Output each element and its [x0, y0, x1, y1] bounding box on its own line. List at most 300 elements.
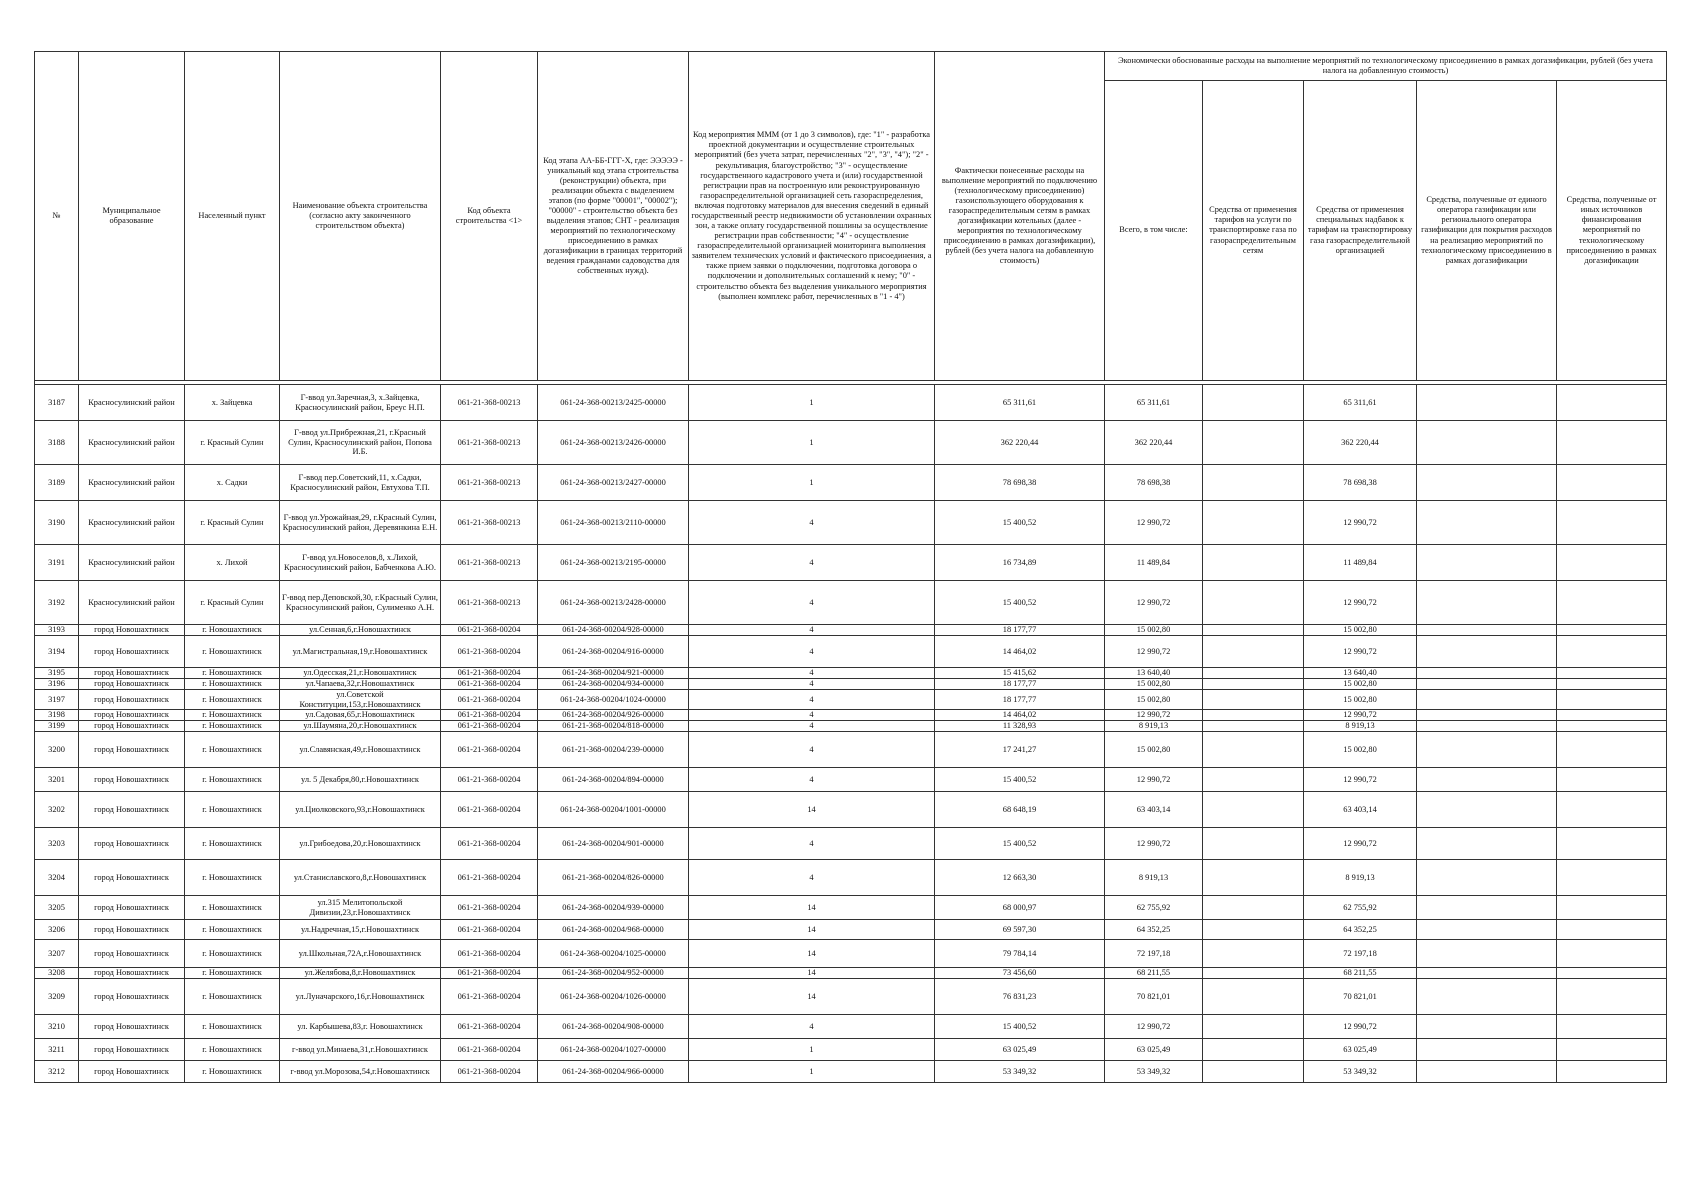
- cell-event-code: 1: [689, 421, 935, 465]
- cell-stage-code: 061-24-368-00204/901-00000: [538, 828, 689, 860]
- cell-surcharge: 12 990,72: [1304, 768, 1417, 792]
- cell-num: 3188: [35, 421, 79, 465]
- cell-object-name: ул.Магистральная,19,г.Новошахтинск: [280, 636, 441, 668]
- cell-stage-code: 061-24-368-00204/916-00000: [538, 636, 689, 668]
- cell-operator: [1417, 896, 1557, 920]
- cell-municipality: город Новошахтинск: [79, 968, 185, 979]
- header-tariff: Средства от применения тарифов на услуги по транспортировке газа по газораспределительным сетям: [1203, 81, 1304, 381]
- cell-municipality: город Новошахтинск: [79, 1039, 185, 1061]
- cell-locality: г. Красный Сулин: [185, 421, 280, 465]
- cell-locality: г. Новошахтинск: [185, 920, 280, 940]
- cell-operator: [1417, 768, 1557, 792]
- cell-object-name: Г-ввод ул.Новоселов,8, х.Лихой, Красносулинский район, Бабченкова А.Ю.: [280, 545, 441, 581]
- cell-object-code: 061-21-368-00204: [441, 968, 538, 979]
- cell-municipality: город Новошахтинск: [79, 636, 185, 668]
- cell-stage-code: 061-24-368-00204/1024-00000: [538, 690, 689, 710]
- cell-operator: [1417, 968, 1557, 979]
- cell-municipality: Красносулинский район: [79, 545, 185, 581]
- cell-operator: [1417, 636, 1557, 668]
- cell-municipality: город Новошахтинск: [79, 721, 185, 732]
- cell-event-code: 4: [689, 690, 935, 710]
- cell-total: 62 755,92: [1105, 896, 1203, 920]
- cell-locality: г. Новошахтинск: [185, 710, 280, 721]
- cell-surcharge: 12 990,72: [1304, 581, 1417, 625]
- cell-surcharge: 11 489,84: [1304, 545, 1417, 581]
- cell-total: 68 211,55: [1105, 968, 1203, 979]
- cell-object-name: ул.315 Мелитопольской Дивизии,23,г.Новошахтинск: [280, 896, 441, 920]
- cell-other: [1557, 860, 1667, 896]
- cell-num: 3205: [35, 896, 79, 920]
- cell-num: 3196: [35, 679, 79, 690]
- cell-num: 3202: [35, 792, 79, 828]
- header-municipality: Муниципальное образование: [79, 52, 185, 381]
- cell-actual: 14 464,02: [935, 636, 1105, 668]
- cell-operator: [1417, 710, 1557, 721]
- table-row: [35, 968, 1667, 979]
- cell-locality: г. Новошахтинск: [185, 968, 280, 979]
- cell-event-code: 14: [689, 940, 935, 968]
- cell-total: 12 990,72: [1105, 768, 1203, 792]
- cell-event-code: 1: [689, 385, 935, 421]
- cell-event-code: 1: [689, 1039, 935, 1061]
- cell-other: [1557, 465, 1667, 501]
- cell-actual: 76 831,23: [935, 979, 1105, 1015]
- cell-stage-code: 061-24-368-00204/928-00000: [538, 625, 689, 636]
- cell-surcharge: 15 002,80: [1304, 690, 1417, 710]
- cell-total: 15 002,80: [1105, 625, 1203, 636]
- cell-event-code: 4: [689, 545, 935, 581]
- cell-operator: [1417, 1015, 1557, 1039]
- cell-object-name: ул. Карбышева,83,г. Новошахтинск: [280, 1015, 441, 1039]
- table-row: [35, 385, 1667, 421]
- cell-municipality: Красносулинский район: [79, 385, 185, 421]
- cell-tariff: [1203, 1015, 1304, 1039]
- cell-stage-code: 061-24-368-00213/2110-00000: [538, 501, 689, 545]
- table-row: [35, 545, 1667, 581]
- cell-locality: г. Красный Сулин: [185, 581, 280, 625]
- cell-object-name: ул.Славянская,49,г.Новошахтинск: [280, 732, 441, 768]
- cell-event-code: 1: [689, 1061, 935, 1083]
- cell-object-code: 061-21-368-00204: [441, 1039, 538, 1061]
- cell-locality: х. Зайцевка: [185, 385, 280, 421]
- cell-tariff: [1203, 690, 1304, 710]
- table-row: [35, 896, 1667, 920]
- cell-other: [1557, 968, 1667, 979]
- cell-operator: [1417, 690, 1557, 710]
- cell-tariff: [1203, 385, 1304, 421]
- header-surcharge: Средства от применения специальных надбавок к тарифам на транспортировку газа газораспределительной организацией: [1304, 81, 1417, 381]
- cell-num: 3187: [35, 385, 79, 421]
- cell-event-code: 4: [689, 668, 935, 679]
- table-row: [35, 828, 1667, 860]
- cell-operator: [1417, 501, 1557, 545]
- cell-object-name: ул.Советской Конституции,153,г.Новошахтинск: [280, 690, 441, 710]
- cell-other: [1557, 979, 1667, 1015]
- cell-actual: 73 456,60: [935, 968, 1105, 979]
- header-economic-costs: Экономически обоснованные расходы на выполнение мероприятий по технологическому присоединению в рамках догазификации, рублей (без учета налога на добавленную стоимость): [1105, 52, 1667, 81]
- cell-tariff: [1203, 732, 1304, 768]
- cell-locality: г. Новошахтинск: [185, 940, 280, 968]
- cell-total: 8 919,13: [1105, 721, 1203, 732]
- table-row: [35, 732, 1667, 768]
- cell-actual: 79 784,14: [935, 940, 1105, 968]
- cell-tariff: [1203, 860, 1304, 896]
- cell-total: 63 025,49: [1105, 1039, 1203, 1061]
- cell-object-name: Г-ввод ул.Урожайная,29, г.Красный Сулин, Красносулинский район, Деревянкина Е.Н.: [280, 501, 441, 545]
- cell-actual: 15 400,52: [935, 1015, 1105, 1039]
- cell-total: 12 990,72: [1105, 710, 1203, 721]
- gasification-costs-table: [34, 51, 1667, 1083]
- cell-other: [1557, 940, 1667, 968]
- cell-object-name: ул.Школьная,72А,г.Новошахтинск: [280, 940, 441, 968]
- cell-actual: 16 734,89: [935, 545, 1105, 581]
- cell-other: [1557, 625, 1667, 636]
- cell-object-name: ул.Желябова,8,г.Новошахтинск: [280, 968, 441, 979]
- cell-num: 3193: [35, 625, 79, 636]
- cell-tariff: [1203, 625, 1304, 636]
- cell-actual: 362 220,44: [935, 421, 1105, 465]
- cell-event-code: 14: [689, 896, 935, 920]
- header-event-code: Код мероприятия МММ (от 1 до 3 символов), где: "1" - разработка проектной документации и осуществление строительных мероприятий (без учета затрат, перечисленных "2", "3", "4"); "2" - рекультивация, благоустройство; "3" - осуществление государственного кадастрового учета и (или) государственной регистрации прав на построенную или реконструированную газораспределительной организацией сеть газораспределения, включая подготовку материалов для внесения сведений в единый государственный реестр недвижимости об установлении охранных зон, а также оплату государственной пошлины за осуществление регистрации прав собственности; "4" - осуществление газораспределительной организацией мониторинга выполнения заявителем технических условий и фактического присоединения, а также прием заявки о подключении, подготовка договора о подключении и дополнительных соглашений к нему; "0" - строительство объекта без выделения уникального мероприятия (выполнен комплекс работ, перечисленных в "1 - 4"): [689, 52, 935, 381]
- table-row: [35, 668, 1667, 679]
- cell-object-code: 061-21-368-00204: [441, 732, 538, 768]
- cell-operator: [1417, 860, 1557, 896]
- cell-tariff: [1203, 1039, 1304, 1061]
- cell-total: 13 640,40: [1105, 668, 1203, 679]
- cell-tariff: [1203, 421, 1304, 465]
- cell-total: 15 002,80: [1105, 679, 1203, 690]
- cell-num: 3211: [35, 1039, 79, 1061]
- cell-surcharge: 15 002,80: [1304, 625, 1417, 636]
- cell-num: 3190: [35, 501, 79, 545]
- cell-object-code: 061-21-368-00213: [441, 421, 538, 465]
- cell-num: 3199: [35, 721, 79, 732]
- cell-locality: г. Новошахтинск: [185, 732, 280, 768]
- cell-object-name: ул.Одесская,21,г.Новошахтинск: [280, 668, 441, 679]
- cell-other: [1557, 792, 1667, 828]
- header-stage-code: Код этапа АА-ББ-ГГГ-Х, где: ЭЭЭЭЭ - уникальный код этапа строительства (реконструкции) объекта, при реализации объекта с выделением этапов (по форме "00001", "00002"); "00000" - строительство объекта без выделения этапов; СНТ - реализация мероприятий по технологическому присоединению в рамках догазификации в границах территорий ведения гражданами садоводства для собственных нужд).: [538, 52, 689, 381]
- cell-object-name: ул. 5 Декабря,80,г.Новошахтинск: [280, 768, 441, 792]
- cell-municipality: город Новошахтинск: [79, 768, 185, 792]
- cell-total: 12 990,72: [1105, 581, 1203, 625]
- cell-num: 3203: [35, 828, 79, 860]
- cell-locality: г. Новошахтинск: [185, 979, 280, 1015]
- cell-surcharge: 72 197,18: [1304, 940, 1417, 968]
- cell-locality: г. Новошахтинск: [185, 721, 280, 732]
- cell-tariff: [1203, 679, 1304, 690]
- cell-stage-code: 061-24-368-00213/2428-00000: [538, 581, 689, 625]
- cell-tariff: [1203, 979, 1304, 1015]
- cell-object-code: 061-21-368-00204: [441, 1061, 538, 1083]
- cell-total: 12 990,72: [1105, 636, 1203, 668]
- table-row: [35, 940, 1667, 968]
- cell-operator: [1417, 732, 1557, 768]
- cell-surcharge: 64 352,25: [1304, 920, 1417, 940]
- cell-num: 3195: [35, 668, 79, 679]
- table-row: [35, 768, 1667, 792]
- cell-actual: 63 025,49: [935, 1039, 1105, 1061]
- cell-operator: [1417, 668, 1557, 679]
- cell-municipality: город Новошахтинск: [79, 979, 185, 1015]
- cell-total: 64 352,25: [1105, 920, 1203, 940]
- cell-surcharge: 62 755,92: [1304, 896, 1417, 920]
- table-row: [35, 679, 1667, 690]
- cell-num: 3208: [35, 968, 79, 979]
- cell-other: [1557, 679, 1667, 690]
- cell-municipality: город Новошахтинск: [79, 679, 185, 690]
- cell-object-code: 061-21-368-00204: [441, 920, 538, 940]
- cell-surcharge: 362 220,44: [1304, 421, 1417, 465]
- cell-object-name: ул.Шаумяна,20,г.Новошахтинск: [280, 721, 441, 732]
- cell-surcharge: 12 990,72: [1304, 1015, 1417, 1039]
- cell-tariff: [1203, 465, 1304, 501]
- cell-num: 3207: [35, 940, 79, 968]
- cell-event-code: 4: [689, 501, 935, 545]
- cell-object-code: 061-21-368-00204: [441, 828, 538, 860]
- cell-event-code: 4: [689, 625, 935, 636]
- cell-stage-code: 061-24-368-00204/926-00000: [538, 710, 689, 721]
- table-body: [35, 385, 1667, 1083]
- cell-tariff: [1203, 710, 1304, 721]
- cell-object-code: 061-21-368-00204: [441, 690, 538, 710]
- cell-locality: г. Новошахтинск: [185, 679, 280, 690]
- cell-operator: [1417, 421, 1557, 465]
- cell-other: [1557, 385, 1667, 421]
- cell-municipality: город Новошахтинск: [79, 896, 185, 920]
- cell-surcharge: 8 919,13: [1304, 860, 1417, 896]
- cell-num: 3192: [35, 581, 79, 625]
- cell-other: [1557, 721, 1667, 732]
- cell-stage-code: 061-24-368-00204/1001-00000: [538, 792, 689, 828]
- cell-operator: [1417, 679, 1557, 690]
- table-header: [35, 52, 1667, 385]
- cell-num: 3209: [35, 979, 79, 1015]
- cell-municipality: город Новошахтинск: [79, 1015, 185, 1039]
- cell-municipality: город Новошахтинск: [79, 710, 185, 721]
- cell-stage-code: 061-24-368-00213/2195-00000: [538, 545, 689, 581]
- cell-stage-code: 061-21-368-00204/818-00000: [538, 721, 689, 732]
- cell-actual: 53 349,32: [935, 1061, 1105, 1083]
- table-row: [35, 1061, 1667, 1083]
- cell-object-name: Г-ввод ул.Заречная,3, х.Зайцевка, Красносулинский район, Бреус Н.П.: [280, 385, 441, 421]
- cell-total: 15 002,80: [1105, 732, 1203, 768]
- cell-other: [1557, 1061, 1667, 1083]
- cell-other: [1557, 501, 1667, 545]
- cell-operator: [1417, 1039, 1557, 1061]
- cell-operator: [1417, 979, 1557, 1015]
- cell-actual: 68 000,97: [935, 896, 1105, 920]
- cell-object-name: Г-ввод пер.Деповской,30, г.Красный Сулин, Красносулинский район, Сулименко А.Н.: [280, 581, 441, 625]
- cell-surcharge: 12 990,72: [1304, 710, 1417, 721]
- cell-tariff: [1203, 501, 1304, 545]
- cell-locality: г. Новошахтинск: [185, 636, 280, 668]
- table-row: [35, 581, 1667, 625]
- cell-stage-code: 061-24-368-00204/966-00000: [538, 1061, 689, 1083]
- cell-surcharge: 12 990,72: [1304, 636, 1417, 668]
- cell-tariff: [1203, 968, 1304, 979]
- cell-operator: [1417, 940, 1557, 968]
- table-row: [35, 710, 1667, 721]
- cell-total: 70 821,01: [1105, 979, 1203, 1015]
- cell-locality: г. Новошахтинск: [185, 1039, 280, 1061]
- cell-stage-code: 061-24-368-00213/2425-00000: [538, 385, 689, 421]
- cell-object-name: Г-ввод пер.Советский,11, х.Садки, Красносулинский район, Евтухова Т.П.: [280, 465, 441, 501]
- cell-surcharge: 12 990,72: [1304, 501, 1417, 545]
- cell-other: [1557, 690, 1667, 710]
- cell-other: [1557, 1039, 1667, 1061]
- cell-locality: г. Новошахтинск: [185, 768, 280, 792]
- cell-num: 3194: [35, 636, 79, 668]
- cell-object-code: 061-21-368-00204: [441, 768, 538, 792]
- cell-tariff: [1203, 668, 1304, 679]
- cell-surcharge: 15 002,80: [1304, 679, 1417, 690]
- cell-stage-code: 061-24-368-00204/1025-00000: [538, 940, 689, 968]
- cell-tariff: [1203, 896, 1304, 920]
- cell-locality: г. Новошахтинск: [185, 668, 280, 679]
- cell-object-name: ул.Садовая,65,г.Новошахтинск: [280, 710, 441, 721]
- header-num: №: [35, 52, 79, 381]
- cell-municipality: город Новошахтинск: [79, 920, 185, 940]
- cell-total: 11 489,84: [1105, 545, 1203, 581]
- cell-event-code: 1: [689, 465, 935, 501]
- cell-object-code: 061-21-368-00204: [441, 896, 538, 920]
- cell-object-code: 061-21-368-00204: [441, 860, 538, 896]
- cell-num: 3197: [35, 690, 79, 710]
- cell-municipality: Красносулинский район: [79, 465, 185, 501]
- cell-object-code: 061-21-368-00213: [441, 465, 538, 501]
- cell-total: 53 349,32: [1105, 1061, 1203, 1083]
- cell-locality: г. Новошахтинск: [185, 860, 280, 896]
- cell-municipality: город Новошахтинск: [79, 625, 185, 636]
- cell-event-code: 4: [689, 636, 935, 668]
- cell-object-name: г-ввод ул.Минаева,31,г.Новошахтинск: [280, 1039, 441, 1061]
- table-row: [35, 792, 1667, 828]
- cell-object-name: ул.Луначарского,16,г.Новошахтинск: [280, 979, 441, 1015]
- cell-total: 72 197,18: [1105, 940, 1203, 968]
- cell-actual: 11 328,93: [935, 721, 1105, 732]
- table-row: [35, 625, 1667, 636]
- cell-locality: х. Лихой: [185, 545, 280, 581]
- cell-stage-code: 061-24-368-00204/934-00000: [538, 679, 689, 690]
- header-object-code: Код объекта строительства <1>: [441, 52, 538, 381]
- cell-object-code: 061-21-368-00213: [441, 501, 538, 545]
- header-object-name: Наименование объекта строительства (согласно акту законченного строительством объекта): [280, 52, 441, 381]
- cell-locality: г. Новошахтинск: [185, 1061, 280, 1083]
- cell-other: [1557, 768, 1667, 792]
- cell-operator: [1417, 721, 1557, 732]
- cell-operator: [1417, 625, 1557, 636]
- cell-object-code: 061-21-368-00204: [441, 679, 538, 690]
- cell-object-code: 061-21-368-00204: [441, 721, 538, 732]
- cell-object-name: ул.Надречная,15,г.Новошахтинск: [280, 920, 441, 940]
- cell-tariff: [1203, 940, 1304, 968]
- cell-other: [1557, 545, 1667, 581]
- cell-municipality: Красносулинский район: [79, 581, 185, 625]
- cell-surcharge: 15 002,80: [1304, 732, 1417, 768]
- cell-total: 78 698,38: [1105, 465, 1203, 501]
- cell-surcharge: 53 349,32: [1304, 1061, 1417, 1083]
- cell-tariff: [1203, 1061, 1304, 1083]
- cell-event-code: 4: [689, 679, 935, 690]
- cell-stage-code: 061-24-368-00204/952-00000: [538, 968, 689, 979]
- table-row: [35, 721, 1667, 732]
- cell-event-code: 4: [689, 581, 935, 625]
- cell-municipality: город Новошахтинск: [79, 1061, 185, 1083]
- cell-object-name: г-ввод ул.Морозова,54,г.Новошахтинск: [280, 1061, 441, 1083]
- cell-num: 3204: [35, 860, 79, 896]
- cell-actual: 14 464,02: [935, 710, 1105, 721]
- cell-tariff: [1203, 581, 1304, 625]
- cell-stage-code: 061-24-368-00204/1026-00000: [538, 979, 689, 1015]
- cell-locality: г. Новошахтинск: [185, 792, 280, 828]
- cell-other: [1557, 636, 1667, 668]
- cell-locality: г. Новошахтинск: [185, 896, 280, 920]
- cell-event-code: 4: [689, 710, 935, 721]
- cell-operator: [1417, 1061, 1557, 1083]
- cell-surcharge: 12 990,72: [1304, 828, 1417, 860]
- cell-tariff: [1203, 721, 1304, 732]
- cell-locality: х. Садки: [185, 465, 280, 501]
- cell-operator: [1417, 828, 1557, 860]
- cell-actual: 15 415,62: [935, 668, 1105, 679]
- cell-actual: 68 648,19: [935, 792, 1105, 828]
- cell-operator: [1417, 385, 1557, 421]
- table-row: [35, 690, 1667, 710]
- header-locality: Населенный пункт: [185, 52, 280, 381]
- cell-object-name: ул.Чапаева,32,г.Новошахтинск: [280, 679, 441, 690]
- cell-locality: г. Новошахтинск: [185, 828, 280, 860]
- cell-actual: 17 241,27: [935, 732, 1105, 768]
- cell-num: 3210: [35, 1015, 79, 1039]
- table-row: [35, 421, 1667, 465]
- cell-locality: г. Новошахтинск: [185, 1015, 280, 1039]
- cell-object-name: Г-ввод ул.Прибрежная,21, г.Красный Сулин, Красносулинский район, Попова И.Б.: [280, 421, 441, 465]
- cell-tariff: [1203, 545, 1304, 581]
- cell-stage-code: 061-24-368-00213/2426-00000: [538, 421, 689, 465]
- cell-total: 63 403,14: [1105, 792, 1203, 828]
- cell-locality: г. Красный Сулин: [185, 501, 280, 545]
- table-row: [35, 1039, 1667, 1061]
- cell-stage-code: 061-24-368-00204/1027-00000: [538, 1039, 689, 1061]
- cell-actual: 15 400,52: [935, 501, 1105, 545]
- cell-surcharge: 13 640,40: [1304, 668, 1417, 679]
- cell-other: [1557, 828, 1667, 860]
- cell-other: [1557, 710, 1667, 721]
- cell-surcharge: 78 698,38: [1304, 465, 1417, 501]
- cell-other: [1557, 668, 1667, 679]
- cell-total: 15 002,80: [1105, 690, 1203, 710]
- cell-municipality: город Новошахтинск: [79, 668, 185, 679]
- cell-total: 12 990,72: [1105, 1015, 1203, 1039]
- cell-object-code: 061-21-368-00204: [441, 625, 538, 636]
- cell-object-code: 061-21-368-00204: [441, 668, 538, 679]
- cell-object-code: 061-21-368-00213: [441, 545, 538, 581]
- cell-actual: 15 400,52: [935, 828, 1105, 860]
- cell-municipality: город Новошахтинск: [79, 792, 185, 828]
- header-total: Всего, в том числе:: [1105, 81, 1203, 381]
- cell-total: 65 311,61: [1105, 385, 1203, 421]
- cell-object-code: 061-21-368-00204: [441, 636, 538, 668]
- cell-event-code: 4: [689, 768, 935, 792]
- cell-operator: [1417, 581, 1557, 625]
- cell-num: 3200: [35, 732, 79, 768]
- cell-total: 12 990,72: [1105, 828, 1203, 860]
- cell-tariff: [1203, 768, 1304, 792]
- cell-event-code: 14: [689, 979, 935, 1015]
- cell-object-name: ул.Сенная,6,г.Новошахтинск: [280, 625, 441, 636]
- cell-num: 3191: [35, 545, 79, 581]
- cell-event-code: 4: [689, 721, 935, 732]
